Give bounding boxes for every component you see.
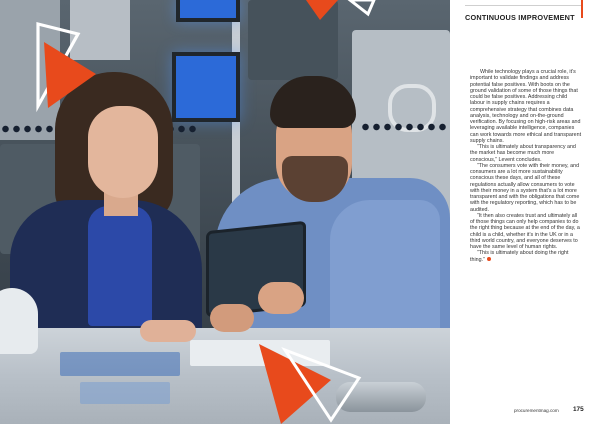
body-paragraph: “This is ultimately about transparency and the market has become much more conscious,” Levent concludes. xyxy=(470,144,576,163)
man-hand-left xyxy=(210,304,254,332)
header-rule xyxy=(465,5,581,6)
body-paragraph: “The consumers vote with their money, and consumers are a lot more sustainability conscious these days, and all of these regulations actually allow consumers to vote with their money in a system that’s a lot more transparent and with the obligations that come with the regulatory reporting, which has to be audited. xyxy=(470,162,580,213)
woman-hand xyxy=(140,320,196,342)
section-title: CONTINUOUS IMPROVEMENT xyxy=(465,13,575,22)
body-paragraph: While technology plays a crucial role, it’s important to validate findings and address potential false positives. With boots on the ground validation of some of those things that could be false positives. Addressing child labour in supply chains requires a comprehensive strategy that combines data analysis, technology and on-the-ground verification. By focusing on high-risk areas and leveraging available intelligence, companies can work towards more ethical and transparent supply chains. xyxy=(470,69,582,144)
blueprint-paper-2 xyxy=(80,382,170,404)
body-paragraph-last xyxy=(470,250,582,263)
accent-triangle-solid-top-left xyxy=(40,40,100,110)
end-mark-icon xyxy=(487,257,491,261)
background-monitor xyxy=(172,52,240,122)
blueprint-paper xyxy=(60,352,180,376)
footer-url[interactable]: procurementmag.com xyxy=(514,408,559,413)
man-hair xyxy=(270,76,356,128)
accent-triangle-solid-top xyxy=(306,0,378,24)
body-paragraph: “It then also creates trust and ultimately all of those things can only help companies to do the right thing because at the end of the day, a child is a child, whether it’s in the UK or in a third world country, and everyone deserves to have the same level of human rights. xyxy=(470,212,580,250)
article-body xyxy=(470,69,582,263)
accent-triangle-solid-bottom xyxy=(255,340,367,424)
closing-quote: “This is ultimately about doing the right thing.” xyxy=(470,250,569,263)
background-monitor-top xyxy=(176,0,240,22)
page-number: 175 xyxy=(573,406,584,413)
hard-hat xyxy=(0,288,38,354)
man-hand xyxy=(258,282,304,314)
woman-top xyxy=(88,206,152,326)
background-vents-right xyxy=(360,122,450,132)
woman-face xyxy=(88,106,158,198)
